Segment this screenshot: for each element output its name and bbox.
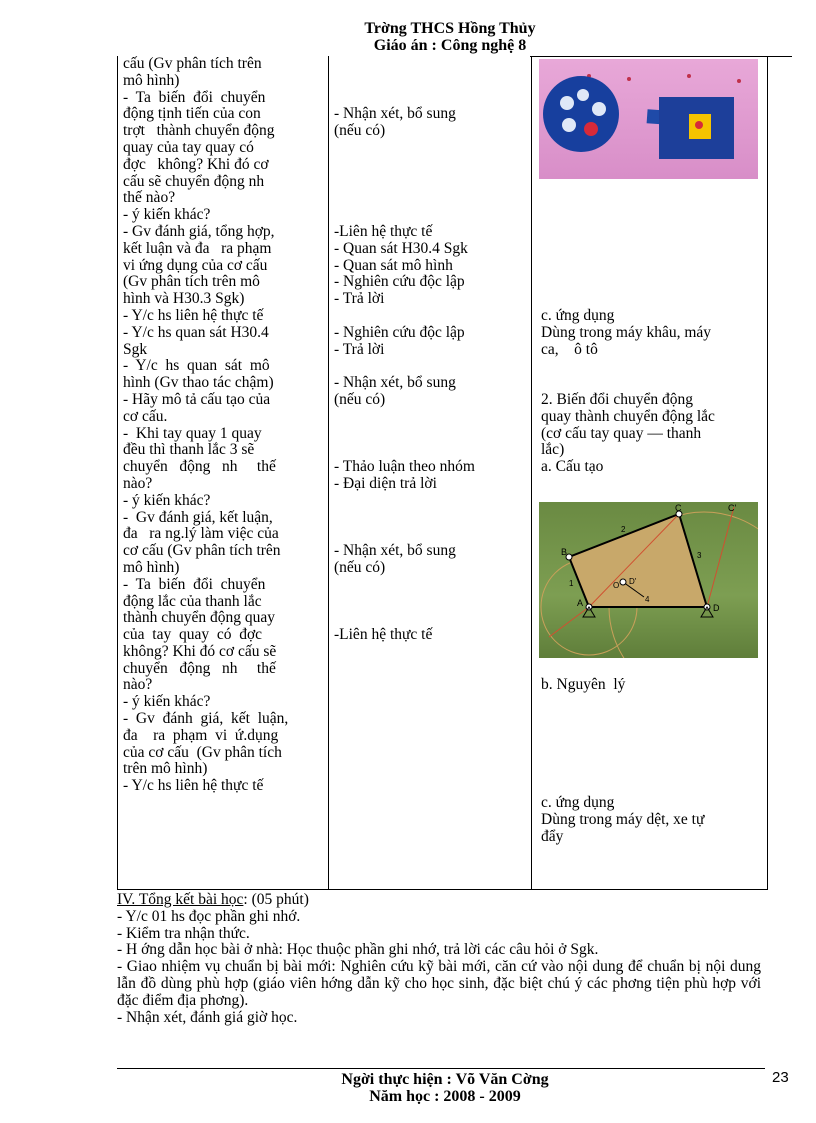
teacher-activity-line: - Y/c hs liên hệ thực tế: [123, 777, 264, 795]
teacher-activity-line: - Khi tay quay 1 quay: [123, 424, 262, 442]
blank-line: [334, 577, 530, 594]
figure-label: 1: [569, 579, 574, 588]
teacher-activity-line: đều thì thanh lắc 3 sẽ: [123, 441, 255, 459]
teacher-activity-line: mô hình): [123, 558, 180, 576]
blank-line: [334, 157, 530, 174]
teacher-activity-line: - Gv đánh giá, kết luận,: [123, 508, 273, 526]
figure-label: C: [675, 503, 682, 513]
content-line: Dùng trong máy khâu, máy: [541, 323, 712, 341]
figure-label: 4: [645, 595, 650, 604]
blank-line: [541, 241, 759, 258]
student-activity-column: [334, 56, 530, 644]
student-activity-line: - Nghiên cứu độc lập: [334, 323, 465, 341]
summary-title: IV. Tổng kết bài học: [117, 891, 244, 908]
blank-line: [334, 358, 530, 375]
teacher-activity-line: đa ra ng.lý làm việc của: [123, 525, 279, 543]
teacher-activity-line: cơ cấu.: [123, 407, 168, 425]
teacher-activity-line: cơ cấu (Gv phân tích trên: [123, 542, 281, 560]
blank-line: [541, 694, 759, 711]
teacher-activity-line: quay của tay quay có: [123, 138, 254, 156]
blank-line: [541, 778, 759, 795]
summary-item: - H ớng dẫn học bài ở nhà: Học thuộc phần ghi nhớ, trả lời các câu hỏi ở Sgk.: [117, 941, 599, 959]
blank-line: [334, 90, 530, 107]
figure-label: D': [629, 577, 637, 586]
teacher-activity-line: - ý kiến khác?: [123, 491, 211, 509]
lesson-summary: [117, 892, 761, 1026]
teacher-activity-line: chuyển động nh thế: [123, 458, 276, 476]
crank-rocker-diagram-photo: [539, 502, 758, 658]
teacher-activity-line: - Ta biến đổi chuyển: [123, 575, 266, 593]
teacher-activity-line: nào?: [123, 474, 153, 492]
crank-rocker-diagram: [539, 502, 758, 658]
content-line: c. ứng dụng: [541, 306, 615, 324]
crank-slider-model-photo: [539, 59, 758, 179]
column-divider: [328, 56, 329, 889]
teacher-activity-line: hình và H30.3 Sgk): [123, 290, 245, 308]
blank-line: [334, 594, 530, 611]
teacher-activity-line: cấu sẽ chuyển động nh: [123, 172, 265, 190]
figure-label: B: [561, 547, 568, 557]
teacher-activity-line: hình (Gv thao tác chậm): [123, 374, 274, 392]
teacher-activity-line: (Gv phân tích trên mô: [123, 273, 260, 291]
blank-line: [334, 140, 530, 157]
blank-line: [334, 610, 530, 627]
page-number: 23: [772, 1069, 789, 1086]
content-line: đẩy: [541, 827, 564, 845]
student-activity-line: -Liên hệ thực tế: [334, 222, 433, 240]
student-activity-line: - Nhận xét, bổ sung: [334, 542, 456, 560]
student-activity-line: - Quan sát mô hình: [334, 256, 453, 274]
blank-line: [541, 207, 759, 224]
student-activity-line: -Liên hệ thực tế: [334, 626, 433, 644]
blank-line: [541, 274, 759, 291]
content-line: (cơ cấu tay quay — thanh: [541, 424, 702, 442]
student-activity-line: - Nhận xét, bổ sung: [334, 374, 456, 392]
blank-line: [541, 761, 759, 778]
figure-label: 2: [621, 525, 626, 534]
teacher-activity-line: thành chuyển động quay: [123, 609, 275, 627]
blank-line: [334, 308, 530, 325]
column-divider: [531, 56, 532, 889]
teacher-activity-column: [123, 56, 321, 795]
blank-line: [541, 375, 759, 392]
blank-line: [334, 510, 530, 527]
student-activity-line: - Thảo luận theo nhóm: [334, 458, 475, 476]
teacher-activity-line: đợc không? Khi đó cơ: [123, 155, 269, 173]
teacher-activity-line: thế nào?: [123, 189, 176, 207]
student-activity-line: (nếu có): [334, 558, 386, 576]
teacher-activity-line: nào?: [123, 676, 153, 694]
teacher-activity-line: - Y/c hs quan sát H30.4: [123, 323, 269, 341]
teacher-activity-line: kết luận và đa ra phạm: [123, 239, 272, 257]
student-activity-line: (nếu có): [334, 122, 386, 140]
blank-line: [334, 526, 530, 543]
page-footer: [220, 1071, 670, 1105]
blank-line: [541, 661, 759, 678]
teacher-activity-line: chuyển động nh thế: [123, 659, 276, 677]
crank-slider-model-illustration: [539, 59, 758, 179]
teacher-activity-line: động tịnh tiến của con: [123, 105, 261, 123]
blank-line: [541, 258, 759, 275]
teacher-activity-line: - Ta biến đổi chuyển: [123, 88, 266, 106]
figure-label: A: [577, 598, 584, 608]
summary-heading: [117, 892, 761, 909]
figure-label: D: [713, 603, 720, 613]
blank-line: [334, 493, 530, 510]
teacher-activity-line: động lắc của thanh lắc: [123, 592, 262, 610]
footer-year: Năm học : 2008 - 2009: [369, 1088, 521, 1105]
blank-line: [541, 745, 759, 762]
blank-line: [541, 291, 759, 308]
footer-rule: [117, 1068, 765, 1069]
student-activity-line: - Trả lời: [334, 340, 385, 358]
blank-line: [334, 442, 530, 459]
figure-label: O: [613, 581, 620, 590]
summary-duration: : (05 phút): [243, 891, 309, 908]
teacher-activity-line: đa ra phạm vi ứ.dụng: [123, 726, 279, 744]
blank-line: [541, 224, 759, 241]
header-subject: Giáo án : Công nghệ 8: [373, 37, 527, 54]
blank-line: [334, 73, 530, 90]
teacher-activity-line: - ý kiến khác?: [123, 206, 211, 224]
teacher-activity-line: trợt thành chuyển động: [123, 122, 275, 140]
teacher-activity-line: trên mô hình): [123, 760, 208, 778]
content-line: Dùng trong máy dệt, xe tự: [541, 810, 705, 828]
blank-line: [334, 174, 530, 191]
blank-line: [541, 711, 759, 728]
blank-line: [334, 56, 530, 73]
content-line: a. Cấu tạo: [541, 458, 604, 476]
teacher-activity-line: không? Khi đó cơ cấu sẽ: [123, 642, 277, 660]
content-line: quay thành chuyển động lắc: [541, 407, 715, 425]
teacher-activity-line: của cơ cấu (Gv phân tích: [123, 743, 282, 761]
student-activity-line: - Nghiên cứu độc lập: [334, 273, 465, 291]
figure-label: C': [728, 503, 737, 513]
content-line: lắc): [541, 441, 565, 459]
header-school: Trờng THCS Hồng Thủy: [364, 20, 536, 37]
blank-line: [541, 476, 759, 493]
teacher-activity-line: cấu (Gv phân tích trên: [123, 55, 262, 72]
student-activity-line: - Trả lời: [334, 290, 385, 308]
teacher-activity-line: - Y/c hs liên hệ thực tế: [123, 306, 264, 324]
teacher-activity-line: mô hình): [123, 71, 180, 89]
teacher-activity-line: - ý kiến khác?: [123, 693, 211, 711]
summary-item: - Kiểm tra nhận thức.: [117, 924, 250, 942]
teacher-activity-line: - Gv đánh giá, tổng hợp,: [123, 222, 275, 240]
content-line: ca, ô tô: [541, 340, 598, 358]
page-header: [0, 20, 816, 54]
student-activity-line: (nếu có): [334, 390, 386, 408]
teacher-activity-line: Sgk: [123, 340, 148, 358]
blank-line: [541, 358, 759, 375]
content-line: 2. Biến đổi chuyển động: [541, 390, 693, 408]
content-line: b. Nguyên lý: [541, 676, 626, 694]
summary-item: - Y/c 01 hs đọc phần ghi nhớ.: [117, 907, 301, 925]
student-activity-line: - Nhận xét, bổ sung: [334, 105, 456, 123]
content-line: c. ứng dụng: [541, 794, 615, 812]
blank-line: [334, 190, 530, 207]
teacher-activity-line: - Y/c hs quan sát mô: [123, 357, 270, 375]
blank-line: [334, 409, 530, 426]
blank-line: [541, 728, 759, 745]
teacher-activity-line: - Hãy mô tả cấu tạo của: [123, 390, 271, 408]
summary-item: - Giao nhiệm vụ chuẩn bị bài mới: Nghiên cứu kỹ bài mới, căn cứ vào nội dung để chuẩn bị nội dung lẫn đồ dùng phù hợp (giáo viên hớng dẫn kỹ cho học sinh, đặc biệt chú ý các phơng tiện phù hợp với đặc điểm địa phơng).: [117, 958, 761, 1009]
blank-line: [541, 190, 759, 207]
student-activity-line: - Đại diện trả lời: [334, 474, 437, 492]
teacher-activity-line: - Gv đánh giá, kết luận,: [123, 710, 289, 728]
blank-line: [334, 207, 530, 224]
teacher-activity-line: vi ứng dụng của cơ cấu: [123, 256, 268, 274]
student-activity-line: - Quan sát H30.4 Sgk: [334, 239, 468, 257]
blank-line: [334, 426, 530, 443]
summary-item: - Nhận xét, đánh giá giờ học.: [117, 1008, 298, 1026]
lesson-table: [117, 56, 768, 890]
figure-label: 3: [697, 551, 702, 560]
footer-author: Ngời thực hiện : Võ Văn Cờng: [341, 1071, 549, 1088]
teacher-activity-line: của tay quay có đợc: [123, 626, 263, 644]
